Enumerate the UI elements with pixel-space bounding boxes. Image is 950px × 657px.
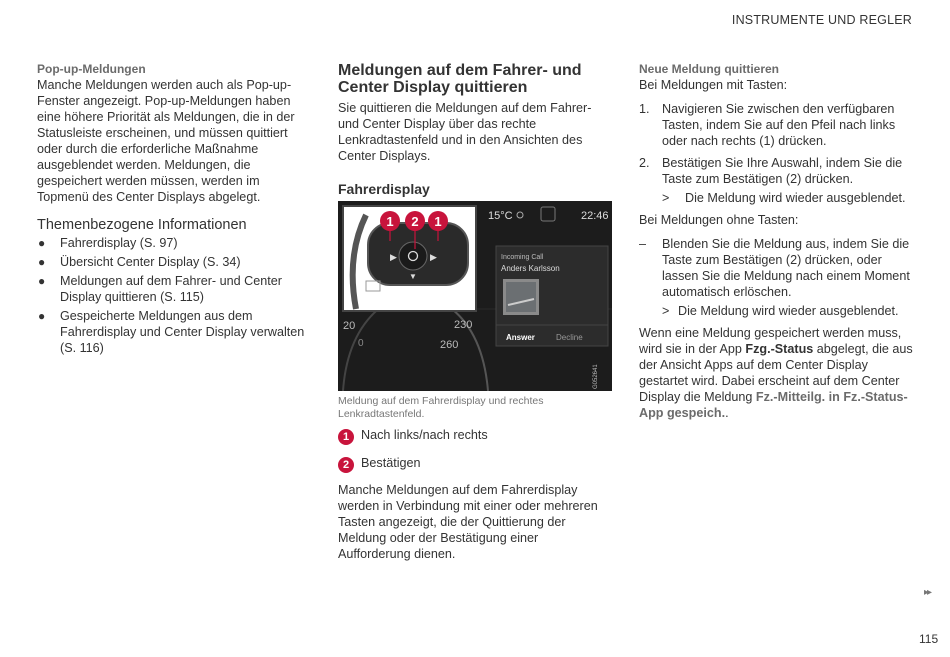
bullet-icon: ● — [38, 236, 46, 250]
related-heading: Themenbezogene Informationen — [37, 217, 247, 233]
legend-item: 1 Nach links/nach rechts — [338, 427, 610, 443]
outro-paragraph: Manche Meldungen auf dem Fahrerdisplay werden in Verbindung mit einer oder mehreren Tasten angezeigt, die der Quittierung der Meldung oder der Bestätigung einer Aufforderung dienen. — [338, 483, 598, 561]
section-title: Meldungen auf dem Fahrer- und Center Display quittieren — [338, 62, 582, 96]
down-arrow-icon: ▼ — [409, 272, 417, 281]
svg-text:1: 1 — [434, 214, 442, 229]
without-keys-intro: Bei Meldungen ohne Tasten: — [639, 213, 799, 227]
step-result: > Die Meldung wird wieder ausgeblendet. — [662, 191, 906, 205]
new-message-heading: Neue Meldung quittieren — [639, 62, 780, 76]
decline-button: Decline — [556, 333, 583, 342]
figure-legend — [338, 427, 610, 471]
related-link[interactable]: ● Gespeicherte Meldungen aus dem Fahrerdisplay und Center Display verwalten (S. 116) — [38, 309, 305, 355]
related-link[interactable]: ● Übersicht Center Display (S. 34) — [38, 255, 241, 269]
fahrerdisplay-heading: Fahrerdisplay — [338, 181, 430, 197]
figure-caption: Meldung auf dem Fahrerdisplay und rechtes Lenkradtastenfeld. — [338, 395, 544, 420]
bullet-icon: ● — [38, 274, 46, 288]
call-title: Incoming Call — [501, 254, 544, 261]
legend-item: 2 Bestätigen — [338, 455, 610, 471]
dash-item: – Blenden Sie die Meldung aus, indem Sie die Taste zum Bestätigen (2) drücken, oder lassen Sie die Meldung nach einem Moment automatisch erlöschen. > Die Meldung wird wieder ausgeblendet. — [639, 236, 913, 319]
svg-text:1: 1 — [386, 214, 394, 229]
running-header: INSTRUMENTE UND REGLER — [731, 13, 912, 27]
with-keys-intro: Bei Meldungen mit Tasten: — [639, 78, 788, 92]
bullet-icon: ● — [38, 255, 46, 269]
step-result: > Die Meldung wird wieder ausgeblendet. — [662, 304, 899, 318]
caller-name: Anders Karlsson — [501, 264, 560, 273]
related-link[interactable]: ● Fahrerdisplay (S. 97) — [38, 236, 178, 250]
column-right — [639, 62, 913, 421]
column-left — [37, 62, 307, 359]
save-paragraph: Wenn eine Meldung gespeichert werden muss, wird sie in der App Fzg.-Status abgelegt, die aus der Ansicht Apps auf dem Center Display gestartet wird. Dabei erscheint auf dem Center Display die Meldung Fz.-Mitteilg. in Fz.-Status-App gespeich.. — [639, 326, 913, 420]
page-number: 115 — [919, 632, 939, 646]
steps-list — [639, 101, 913, 206]
answer-button: Answer — [506, 333, 535, 342]
app-name: Fzg.-Status — [745, 342, 814, 356]
left-arrow-icon: ▶ — [390, 252, 397, 262]
step-item: 1. Navigieren Sie zwischen den verfügbaren Tasten, indem Sie auf den Pfeil nach links oder nach rechts (1) drücken. — [639, 102, 896, 148]
popup-paragraph: Manche Meldungen werden auch als Pop-up-Fenster angezeigt. Pop-up-Meldungen haben eine höhere Priorität als Meldungen, die in der Statusleiste erscheinen, und müssen quittiert oder durch die erforderliche Maßnahme ausgeblendet werden. Meldungen, die gespeichert werden müssen, werden im Topmenü des Center Displays abgelegt. — [37, 78, 295, 204]
callout-badge: 1 — [338, 429, 354, 445]
gauge-label: 0 — [358, 338, 364, 349]
bullet-icon: ● — [38, 309, 46, 323]
next-page-icon[interactable]: ▸▸ — [924, 587, 931, 598]
gauge-label: 230 — [454, 319, 473, 331]
gauge-label: 260 — [440, 339, 459, 351]
driver-display-figure — [338, 201, 612, 391]
figure-code: G052641 — [593, 364, 599, 389]
gauge-label: 20 — [343, 320, 356, 332]
saved-message: Fz.-Mitteilg. in Fz.-Status-App gespeich. — [639, 390, 908, 420]
clock-readout: 22:46 — [581, 210, 609, 222]
svg-text:2: 2 — [411, 214, 419, 229]
related-link[interactable]: ● Meldungen auf dem Fahrer- und Center Display quittieren (S. 115) — [38, 274, 282, 304]
right-arrow-icon: ▶ — [430, 252, 437, 262]
temperature-readout: 15°C — [488, 210, 513, 222]
callout-badge: 2 — [338, 457, 354, 473]
step-item: 2. Bestätigen Sie Ihre Auswahl, indem Sie die Taste zum Bestätigen (2) drücken. > Die Meldung wird wieder ausgeblendet. — [639, 155, 913, 206]
popup-subheading: Pop-up-Meldungen — [37, 62, 146, 76]
intro-paragraph: Sie quittieren die Meldungen auf dem Fahrer- und Center Display über das rechte Lenkradtastenfeld und in den Ansichten des Center Displays. — [338, 101, 592, 163]
driver-display-illustration — [338, 201, 612, 391]
related-list — [37, 235, 307, 356]
column-middle — [338, 62, 610, 562]
